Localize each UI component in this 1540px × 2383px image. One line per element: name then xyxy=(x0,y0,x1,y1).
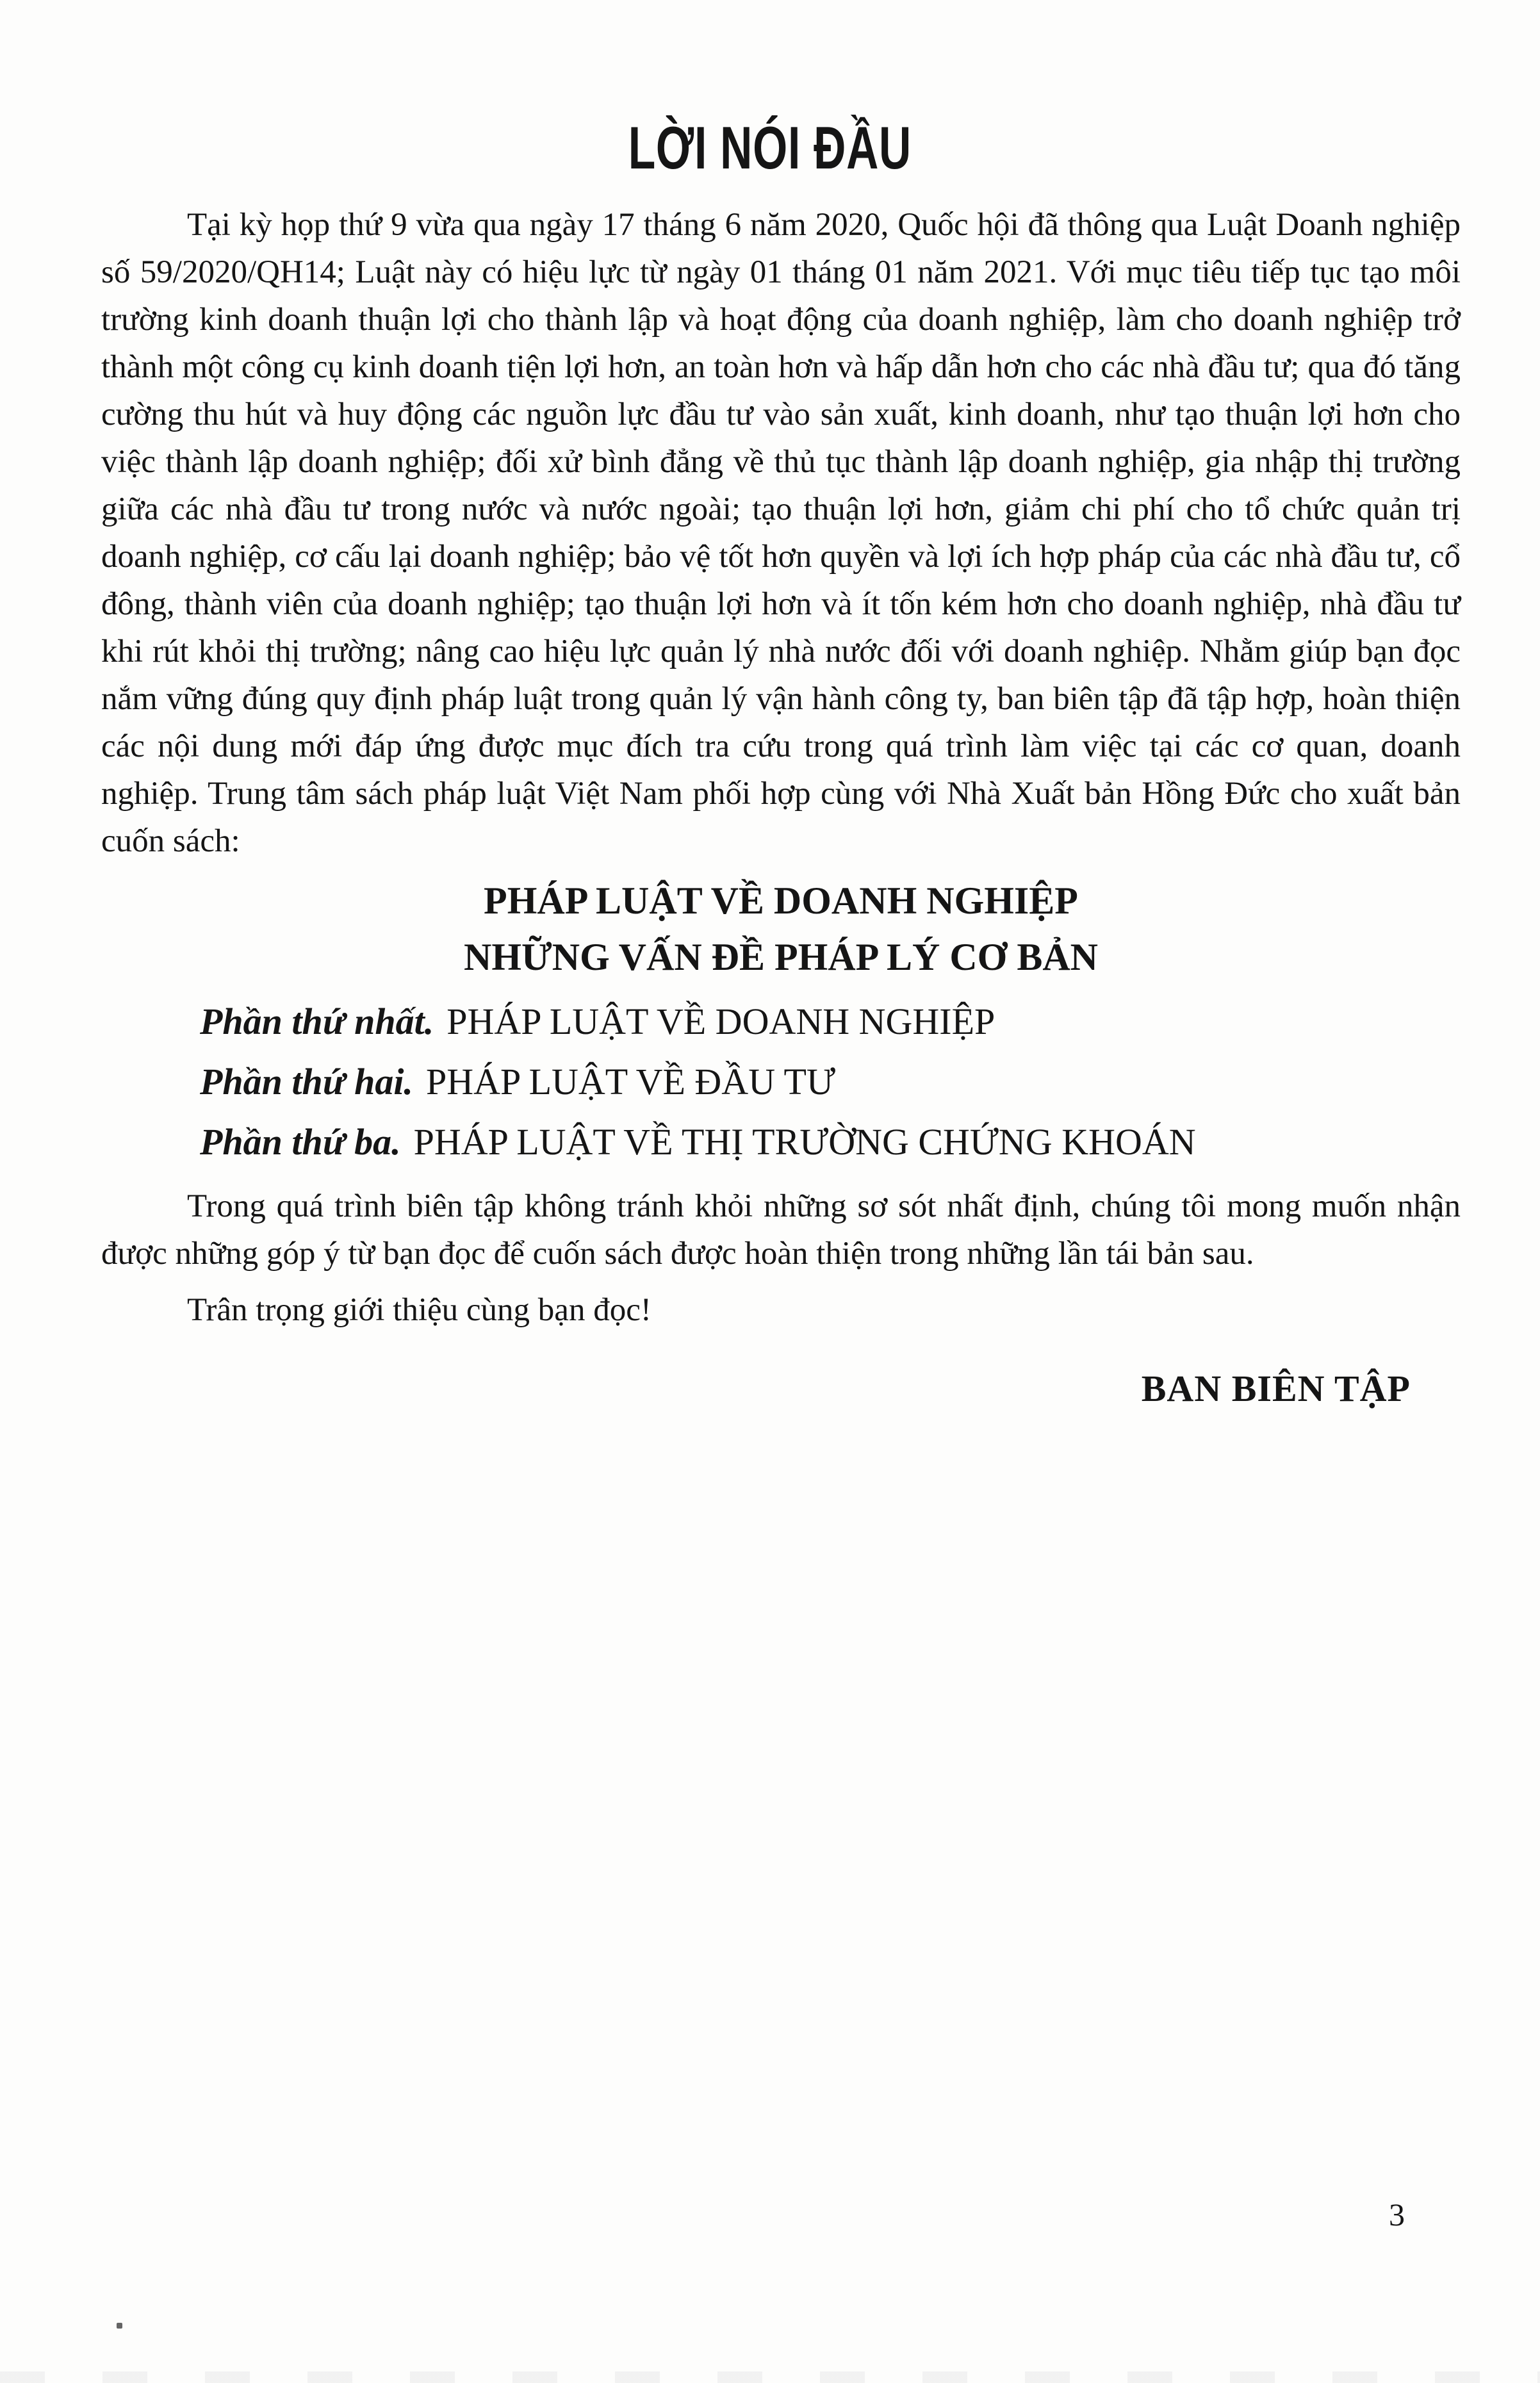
part-item-1 xyxy=(200,1001,1540,1043)
part-1-label: Phần thứ nhất. xyxy=(200,1001,434,1042)
part-2-title: PHÁP LUẬT VỀ ĐẦU TƯ xyxy=(425,1061,835,1102)
parts-list xyxy=(200,1001,1540,1163)
scan-artifact-dot xyxy=(117,2323,122,2329)
page-title xyxy=(0,0,1540,181)
part-3-title: PHÁP LUẬT VỀ THỊ TRƯỜNG CHỨNG KHOÁN xyxy=(413,1121,1196,1163)
part-item-3 xyxy=(200,1121,1540,1163)
closing-line: Trân trọng giới thiệu cùng bạn đọc! xyxy=(187,1292,651,1328)
signature-row xyxy=(101,1367,1461,1410)
part-item-2 xyxy=(200,1061,1540,1103)
part-2-label: Phần thứ hai. xyxy=(200,1061,413,1102)
part-1-title: PHÁP LUẬT VỀ DOANH NGHIỆP xyxy=(446,1001,995,1042)
scan-noise-band xyxy=(0,2371,1540,2383)
page-number: 3 xyxy=(1389,2197,1405,2232)
intro-paragraph: Tại kỳ họp thứ 9 vừa qua ngày 17 tháng 6 năm 2020, Quốc hội đã thông qua Luật Doanh nghiệp số 59/2020/QH14; Luật này có hiệu lực từ ngày 01 tháng 01 năm 2021. Với mục tiêu tiếp tục tạo môi trường kinh doanh thuận lợi cho thành lập và hoạt động của doanh nghiệp, làm cho doanh nghiệp trở thành một công cụ kinh doanh tiện lợi hơn, an toàn hơn và hấp dẫn hơn cho các nhà đầu tư; qua đó tăng cường thu hút và huy động các nguồn lực đầu tư vào sản xuất, kinh doanh, như tạo thuận lợi hơn cho việc thành lập doanh nghiệp; đối xử bình đẳng về thủ tục thành lập doanh nghiệp, gia nhập thị trường giữa các nhà đầu tư trong nước và nước ngoài; tạo thuận lợi hơn, giảm chi phí cho tổ chức quản trị doanh nghiệp, cơ cấu lại doanh nghiệp; bảo vệ tốt hơn quyền và lợi ích hợp pháp của các nhà đầu tư, cổ đông, thành viên của doanh nghiệp; tạo thuận lợi hơn và ít tốn kém hơn cho doanh nghiệp, nhà đầu tư khi rút khỏi thị trường; nâng cao hiệu lực quản lý nhà nước đối với doanh nghiệp. Nhằm giúp bạn đọc nắm vững đúng quy định pháp luật trong quản lý vận hành công ty, ban biên tập đã tập hợp, hoàn thiện các nội dung mới đáp ứng được mục đích tra cứu trong quá trình làm việc tại các cơ quan, doanh nghiệp. Trung tâm sách pháp luật Việt Nam phối hợp cùng với Nhà Xuất bản Hồng Đức cho xuất bản cuốn sách: xyxy=(101,207,1461,859)
book-title-line1: PHÁP LUẬT VỀ DOANH NGHIỆP xyxy=(484,880,1078,922)
part-3-label: Phần thứ ba. xyxy=(200,1121,401,1163)
book-title-line2: NHỮNG VẤN ĐỀ PHÁP LÝ CƠ BẢN xyxy=(463,936,1099,978)
signature-text: BAN BIÊN TẬP xyxy=(1141,1368,1411,1409)
page-title-text: LỜI NÓI ĐẦU xyxy=(628,114,912,181)
feedback-paragraph: Trong quá trình biên tập không tránh khỏi những sơ sót nhất định, chúng tôi mong muốn nhận được những góp ý từ bạn đọc để cuốn sách được hoàn thiện trong những lần tái bản sau. xyxy=(101,1188,1461,1272)
